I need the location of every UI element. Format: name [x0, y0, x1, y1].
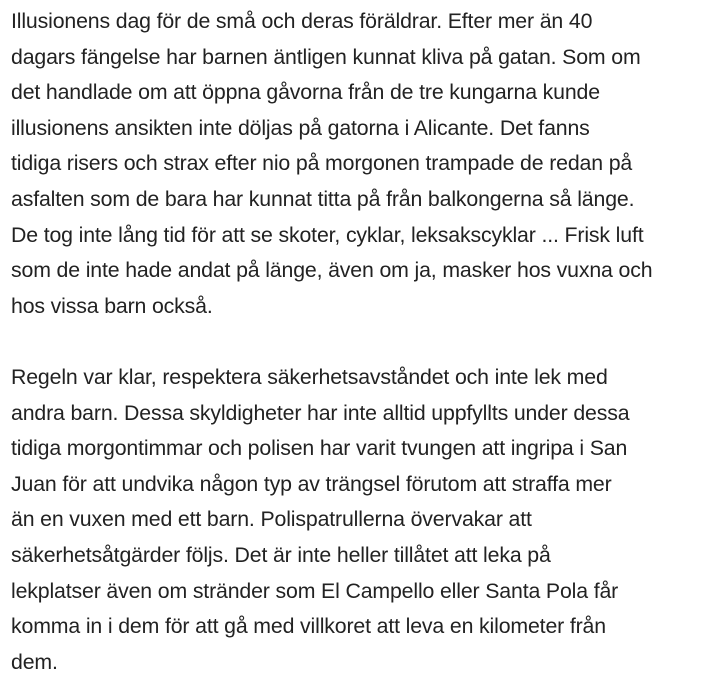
- text-line: tidiga risers och strax efter nio på morgonen trampade de redan på: [11, 151, 633, 176]
- text-line: lekplatser även om stränder som El Campello eller Santa Pola får: [11, 578, 619, 603]
- text-line: komma in i dem för att gå med villkoret att leva en kilometer från: [11, 614, 606, 639]
- text-line: Regeln var klar, respektera säkerhetsavståndet och inte lek med: [11, 364, 608, 389]
- paragraph: [11, 360, 701, 680]
- text-line: dem.: [11, 649, 58, 674]
- text-line: än en vuxen med ett barn. Polispatrullerna övervakar att: [11, 507, 532, 532]
- article-body: [11, 4, 701, 680]
- text-line: tidiga morgontimmar och polisen har varit tvungen att ingripa i San: [11, 436, 628, 461]
- text-line: säkerhetsåtgärder följs. Det är inte heller tillåtet att leka på: [11, 542, 551, 567]
- text-line: dagars fängelse har barnen äntligen kunnat kliva på gatan. Som om: [11, 44, 641, 69]
- text-line: andra barn. Dessa skyldigheter har inte alltid uppfyllts under dessa: [11, 400, 630, 425]
- text-line: asfalten som de bara har kunnat titta på från balkongerna så länge.: [11, 186, 635, 211]
- text-line: De tog inte lång tid för att se skoter, cyklar, leksakscyklar ... Frisk luft: [11, 222, 644, 247]
- text-line: som de inte hade andat på länge, även om ja, masker hos vuxna och: [11, 258, 653, 283]
- text-line: illusionens ansikten inte döljas på gatorna i Alicante. Det fanns: [11, 115, 590, 140]
- text-line: Illusionens dag för de små och deras föräldrar. Efter mer än 40: [11, 9, 593, 33]
- text-line: det handlade om att öppna gåvorna från de tre kungarna kunde: [11, 80, 600, 105]
- paragraph: [11, 4, 701, 324]
- text-line: hos vissa barn också.: [11, 293, 213, 318]
- text-line: Juan för att undvika någon typ av trängsel förutom att straffa mer: [11, 471, 612, 496]
